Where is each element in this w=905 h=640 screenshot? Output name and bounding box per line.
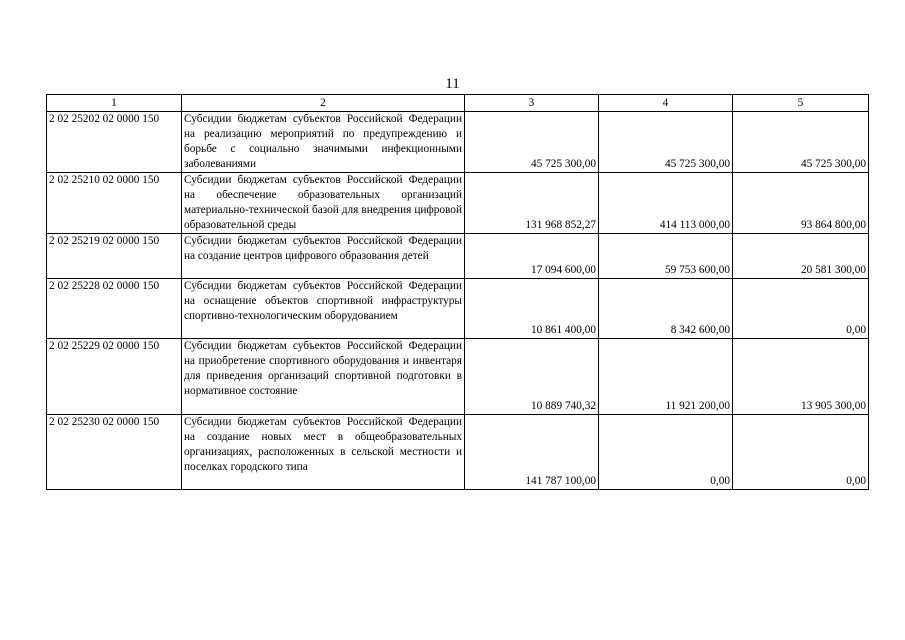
column-header-3: 3: [465, 95, 599, 112]
amount-cell-col5: 0,00: [733, 415, 869, 490]
amount-cell-col3: 131 968 852,27: [465, 173, 599, 234]
description-cell: Субсидии бюджетам субъектов Российской Федерации на создание новых мест в общеобразовательных организациях, расположенных в сельской местности и поселках городского типа: [182, 415, 465, 490]
amount-cell-col4: 414 113 000,00: [599, 173, 733, 234]
budget-code-cell: 2 02 25230 02 0000 150: [47, 415, 182, 490]
amount-cell-col3: 141 787 100,00: [465, 415, 599, 490]
table-row: [47, 415, 869, 490]
table-row: [47, 112, 869, 173]
amount-cell-col4: 59 753 600,00: [599, 234, 733, 279]
budget-table: [46, 94, 869, 490]
description-cell: Субсидии бюджетам субъектов Российской Федерации на приобретение спортивного оборудования и инвентаря для приведения организаций спортивной подготовки в нормативное состояние: [182, 339, 465, 415]
amount-cell-col5: 0,00: [733, 279, 869, 339]
table-row: [47, 279, 869, 339]
column-header-2: 2: [182, 95, 465, 112]
description-cell: Субсидии бюджетам субъектов Российской Федерации на создание центров цифрового образования детей: [182, 234, 465, 279]
amount-cell-col3: 10 889 740,32: [465, 339, 599, 415]
amount-cell-col3: 45 725 300,00: [465, 112, 599, 173]
table-header-row: [47, 95, 869, 112]
amount-cell-col4: 0,00: [599, 415, 733, 490]
description-cell: Субсидии бюджетам субъектов Российской Федерации на обеспечение образовательных организаций материально-технической базой для внедрения цифровой образовательной среды: [182, 173, 465, 234]
amount-cell-col3: 10 861 400,00: [465, 279, 599, 339]
amount-cell-col4: 45 725 300,00: [599, 112, 733, 173]
amount-cell-col5: 20 581 300,00: [733, 234, 869, 279]
budget-code-cell: 2 02 25210 02 0000 150: [47, 173, 182, 234]
budget-code-cell: 2 02 25202 02 0000 150: [47, 112, 182, 173]
column-header-5: 5: [733, 95, 869, 112]
table-row: [47, 339, 869, 415]
table-row: [47, 173, 869, 234]
page-number: 11: [445, 76, 460, 92]
budget-code-cell: 2 02 25229 02 0000 150: [47, 339, 182, 415]
amount-cell-col3: 17 094 600,00: [465, 234, 599, 279]
budget-code-cell: 2 02 25228 02 0000 150: [47, 279, 182, 339]
amount-cell-col4: 8 342 600,00: [599, 279, 733, 339]
column-header-4: 4: [599, 95, 733, 112]
amount-cell-col5: 93 864 800,00: [733, 173, 869, 234]
description-cell: Субсидии бюджетам субъектов Российской Федерации на оснащение объектов спортивной инфраструктуры спортивно-технологическим оборудованием: [182, 279, 465, 339]
amount-cell-col5: 45 725 300,00: [733, 112, 869, 173]
table-row: [47, 234, 869, 279]
description-cell: Субсидии бюджетам субъектов Российской Федерации на реализацию мероприятий по предупреждению и борьбе с социально значимыми инфекционными заболеваниями: [182, 112, 465, 173]
budget-code-cell: 2 02 25219 02 0000 150: [47, 234, 182, 279]
column-header-1: 1: [47, 95, 182, 112]
amount-cell-col5: 13 905 300,00: [733, 339, 869, 415]
amount-cell-col4: 11 921 200,00: [599, 339, 733, 415]
